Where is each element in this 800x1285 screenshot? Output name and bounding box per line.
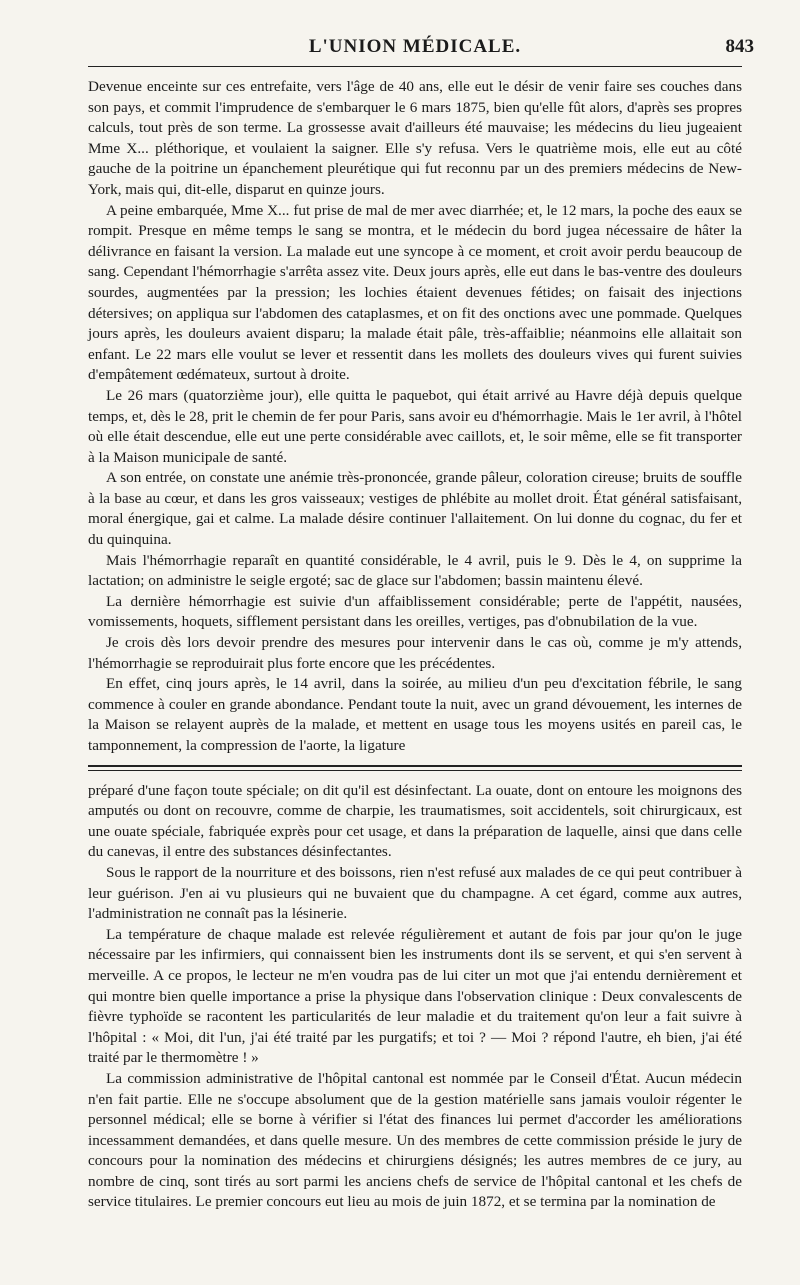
- paragraph: A peine embarquée, Mme X... fut prise de mal de mer avec diarrhée; et, le 12 mars, la poche des eaux se rompit. Presque en même temps le sang se montra, et le médecin du bord jugea nécessaire de hâter la délivrance en faisant la version. La malade eut une syncope à ce moment, et croit avoir perdu beaucoup de sang. Cependant l'hémorrhagie s'arrêta assez vite. Deux jours après, elle eut dans le bas-ventre des douleurs sourdes, augmentées par la pression; les lochies étaient devenues fétides; on faisait des injections détersives; on appliqua sur l'abdomen des cataplasmes, et on fit des onctions avec une pommade. Quelques jours après, les douleurs avaient disparu; la malade était pâle, très-affaiblie; néanmoins elle allaitait son enfant. Le 22 mars elle voulut se lever et ressentit dans les mollets des douleurs vives qui furent suivies d'empâtement œdémateux, surtout à droite.: [88, 201, 742, 384]
- header-rule: [88, 66, 742, 67]
- paragraph: En effet, cinq jours après, le 14 avril, dans la soirée, au milieu d'un peu d'excitation fébrile, le sang commence à couler en grande abondance. Pendant toute la nuit, avec un grand dévouement, les internes de la Maison se relayent auprès de la malade, et mettent en usage tous les moyens usités en pareil cas, le tamponnement, la compression de l'aorte, la ligature: [88, 675, 742, 754]
- running-title: L'UNION MÉDICALE.: [308, 36, 522, 57]
- paragraph: La dernière hémorrhagie est suivie d'un affaiblissement considérable; perte de l'appétit, nausées, vomissements, hoquets, sifflement persistant dans les oreilles, vertiges, pas d'obnubilation de la vue.: [88, 592, 742, 631]
- page-number: 843: [725, 36, 754, 57]
- paragraph: La commission administrative de l'hôpital cantonal est nommée par le Conseil d'État. Aucun médecin n'en fait partie. Elle ne s'occupe absolument que de la gestion matérielle sans jamais vouloir régenter le personnel médical; elle se borne à vérifier si l'état des finances lui permet d'accorder les améliorations incessamment demandées, et dans quelle mesure. Un des membres de cette commission préside le jury de concours pour la nomination des médecins et chirurgiens désignés; les autres membres de ce jury, au nombre de cinq, sont tirés au sort parmi les anciens chefs de service de l'hôpital cantonal et les chefs de service titulaires. Le premier concours eut lieu au mois de juin 1872, et se termina par la nomination de: [88, 1069, 742, 1211]
- paragraph: Mais l'hémorrhagie reparaît en quantité considérable, le 4 avril, puis le 9. Dès le 4, on supprime la lactation; on administre le seigle ergoté; sac de glace sur l'abdomen; bassin maintenu élevé.: [88, 551, 742, 590]
- case-report-text: [88, 77, 742, 757]
- paragraph: Le 26 mars (quatorzième jour), elle quitta le paquebot, qui était arrivé au Havre déjà depuis quelque temps, et, dès le 28, prit le chemin de fer pour Paris, sans avoir eu d'hémorrhagie. Mais le 1er avril, à l'hôtel où elle était descendue, elle eut une perte considérable avec caillots, et, le soir même, elle se fit transporter à la Maison municipale de santé.: [88, 386, 742, 466]
- feuilleton-text: [88, 781, 742, 1213]
- feuilleton-divider: [88, 765, 742, 771]
- paragraph: Je crois dès lors devoir prendre des mesures pour intervenir dans le cas où, comme je m'y attends, l'hémorrhagie se reproduirait plus forte encore que les précédentes.: [88, 634, 742, 672]
- paragraph: préparé d'une façon toute spéciale; on dit qu'il est désinfectant. La ouate, dont on entoure les moignons des amputés ou dont on recouvre, comme de charpie, les traumatismes, soit accidentels, soit chirurgicaux, est une ouate spéciale, fabriquée exprès pour cet usage, et dans la préparation de laquelle, ainsi que dans celle du canevas, il entre des substances désinfectantes.: [88, 781, 742, 861]
- paragraph: Devenue enceinte sur ces entrefaite, vers l'âge de 40 ans, elle eut le désir de venir faire ses couches dans son pays, et commit l'imprudence de s'embarquer le 6 mars 1875, bien qu'elle fût alors, d'après ses propres calculs, tout près de son terme. La grossesse avait d'ailleurs été mauvaise; les médecins du lieu jugeaient Mme X... pléthorique, et voulaient la saigner. Elle s'y refusa. Vers le quatrième mois, elle eut au côté gauche de la poitrine un épanchement pleurétique qui fut reconnu par un des premiers médecins de New-York, mais qui, dit-elle, disparut en quinze jours.: [88, 78, 742, 198]
- paragraph: La température de chaque malade est relevée régulièrement et autant de fois par jour qu'on le juge nécessaire par les infirmiers, qui connaissent bien les instruments dont ils se servent, et qui s'en servent à merveille. A ce propos, le lecteur ne m'en voudra pas de lui citer un mot que j'ai entendu dernièrement et qui montre bien quelle importance a prise la physique dans l'observation clinique : Deux convalescents de fièvre typhoïde se racontent les particularités de leur maladie et du traitement qu'on leur a fait suivre à l'hôpital : « Moi, dit l'un, j'ai été traité par les purgatifs; et toi ? — Moi ? répond l'autre, eh bien, j'ai été traité par le thermomètre ! »: [88, 925, 742, 1067]
- paragraph: Sous le rapport de la nourriture et des boissons, rien n'est refusé aux malades de ce qui peut contribuer à leur guérison. J'en ai vu plusieurs qui ne buvaient que du champagne. A cet égard, comme aux autres, l'administration ne connaît pas la lésinerie.: [88, 863, 742, 923]
- paragraph: A son entrée, on constate une anémie très-prononcée, grande pâleur, coloration cireuse; bruits de souffle à la base au cœur, et dans les gros vaisseaux; vestiges de phlébite au mollet droit. État général satisfaisant, moral énergique, gai et calme. La malade désire continuer l'allaitement. On lui donne du cognac, du fer et du quinquina.: [88, 469, 742, 549]
- running-head: [88, 0, 754, 60]
